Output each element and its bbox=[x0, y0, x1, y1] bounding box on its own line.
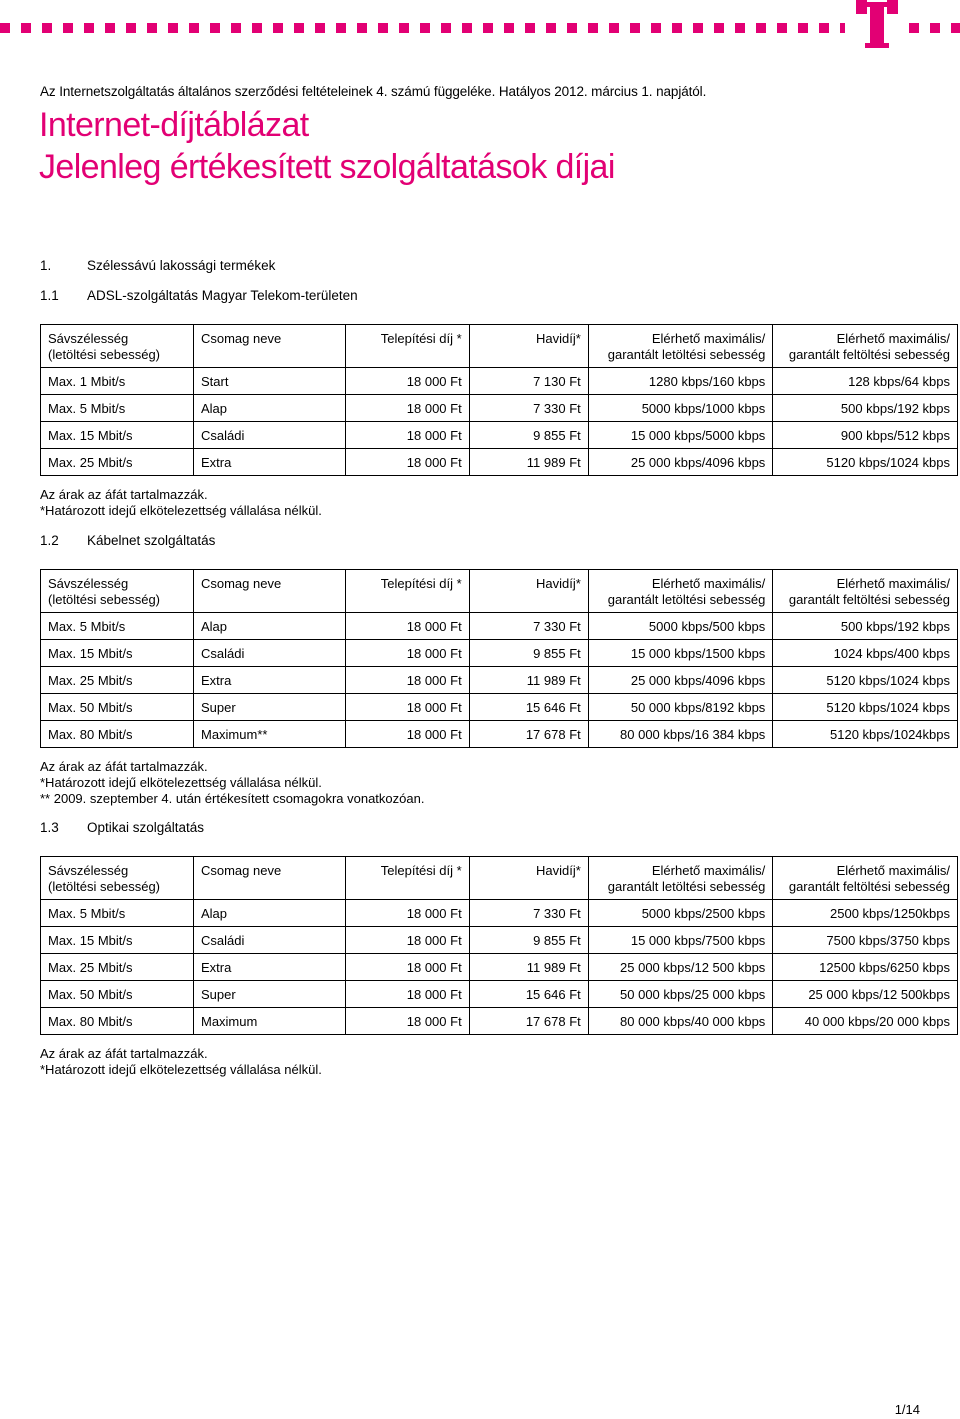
table-row bbox=[41, 721, 958, 748]
col-download-speed: Elérhető maximális/ garantált letöltési sebesség bbox=[588, 857, 773, 900]
cell-monthly-fee: 7 330 Ft bbox=[469, 900, 588, 927]
cell-monthly-fee: 7 130 Ft bbox=[469, 368, 588, 395]
table-row bbox=[41, 694, 958, 721]
cell-download: 50 000 kbps/25 000 kbps bbox=[588, 981, 773, 1008]
cell-upload: 7500 kbps/3750 kbps bbox=[773, 927, 958, 954]
cell-download: 5000 kbps/1000 kbps bbox=[588, 395, 773, 422]
telekom-t-logo-icon bbox=[854, 0, 900, 50]
cell-download: 80 000 kbps/16 384 kbps bbox=[588, 721, 773, 748]
cell-bandwidth: Max. 5 Mbit/s bbox=[41, 900, 194, 927]
section-optical-heading bbox=[40, 820, 204, 835]
cell-upload: 2500 kbps/1250kbps bbox=[773, 900, 958, 927]
cell-bandwidth: Max. 1 Mbit/s bbox=[41, 368, 194, 395]
page-title bbox=[39, 104, 615, 188]
table-row bbox=[41, 613, 958, 640]
commitment-note: *Határozott idejű elkötelezettség vállalása nélkül. bbox=[40, 1062, 322, 1077]
section-cable-heading bbox=[40, 533, 215, 548]
cell-package: Start bbox=[193, 368, 345, 395]
table-row bbox=[41, 981, 958, 1008]
cell-upload: 900 kbps/512 kbps bbox=[773, 422, 958, 449]
cell-package: Extra bbox=[193, 449, 345, 476]
cell-install-fee: 18 000 Ft bbox=[345, 640, 469, 667]
cell-bandwidth: Max. 25 Mbit/s bbox=[41, 667, 194, 694]
cell-download: 25 000 kbps/4096 kbps bbox=[588, 449, 773, 476]
cell-install-fee: 18 000 Ft bbox=[345, 422, 469, 449]
top-dot-strip bbox=[0, 23, 845, 33]
table-row bbox=[41, 927, 958, 954]
section-number: 1. bbox=[40, 258, 52, 273]
cell-monthly-fee: 15 646 Ft bbox=[469, 694, 588, 721]
cell-bandwidth: Max. 15 Mbit/s bbox=[41, 927, 194, 954]
cell-bandwidth: Max. 50 Mbit/s bbox=[41, 694, 194, 721]
cell-package: Maximum** bbox=[193, 721, 345, 748]
col-upload-speed: Elérhető maximális/ garantált feltöltési sebesség bbox=[773, 570, 958, 613]
cell-package: Családi bbox=[193, 927, 345, 954]
document-subtitle: Az Internetszolgáltatás általános szerződési feltételeinek 4. számú függeléke. Hatályos 2012. március 1. napjától. bbox=[40, 84, 707, 99]
cell-upload: 1024 kbps/400 kbps bbox=[773, 640, 958, 667]
cell-monthly-fee: 17 678 Ft bbox=[469, 1008, 588, 1035]
vat-note: Az árak az áfát tartalmazzák. bbox=[40, 759, 208, 774]
cell-monthly-fee: 9 855 Ft bbox=[469, 927, 588, 954]
section-number: 1.2 bbox=[40, 533, 59, 548]
cell-package: Családi bbox=[193, 422, 345, 449]
cell-install-fee: 18 000 Ft bbox=[345, 613, 469, 640]
vat-note: Az árak az áfát tartalmazzák. bbox=[40, 487, 208, 502]
cell-package: Alap bbox=[193, 613, 345, 640]
optical-price-table bbox=[40, 856, 958, 1035]
cell-install-fee: 18 000 Ft bbox=[345, 667, 469, 694]
commitment-note: *Határozott idejű elkötelezettség vállalása nélkül. bbox=[40, 503, 322, 518]
cell-install-fee: 18 000 Ft bbox=[345, 694, 469, 721]
col-upload-speed: Elérhető maximális/ garantált feltöltési sebesség bbox=[773, 857, 958, 900]
cell-package: Maximum bbox=[193, 1008, 345, 1035]
cell-bandwidth: Max. 15 Mbit/s bbox=[41, 640, 194, 667]
table-header-row bbox=[41, 857, 958, 900]
cell-upload: 40 000 kbps/20 000 kbps bbox=[773, 1008, 958, 1035]
cell-upload: 5120 kbps/1024kbps bbox=[773, 721, 958, 748]
cell-bandwidth: Max. 50 Mbit/s bbox=[41, 981, 194, 1008]
page-number: 1/14 bbox=[894, 1402, 920, 1417]
section-label: Szélessávú lakossági termékek bbox=[87, 258, 276, 273]
cell-monthly-fee: 11 989 Ft bbox=[469, 954, 588, 981]
cell-monthly-fee: 7 330 Ft bbox=[469, 395, 588, 422]
cell-upload: 12500 kbps/6250 kbps bbox=[773, 954, 958, 981]
section-1-heading bbox=[40, 258, 275, 273]
cell-package: Családi bbox=[193, 640, 345, 667]
col-package: Csomag neve bbox=[193, 325, 345, 368]
cell-install-fee: 18 000 Ft bbox=[345, 954, 469, 981]
commitment-note: *Határozott idejű elkötelezettség vállalása nélkül. bbox=[40, 775, 322, 790]
cell-upload: 5120 kbps/1024 kbps bbox=[773, 694, 958, 721]
cell-install-fee: 18 000 Ft bbox=[345, 900, 469, 927]
cell-download: 15 000 kbps/7500 kbps bbox=[588, 927, 773, 954]
cell-download: 80 000 kbps/40 000 kbps bbox=[588, 1008, 773, 1035]
vat-note: Az árak az áfát tartalmazzák. bbox=[40, 1046, 208, 1061]
table-row bbox=[41, 395, 958, 422]
package-date-note: ** 2009. szeptember 4. után értékesített csomagokra vonatkozóan. bbox=[40, 791, 425, 806]
col-install-fee: Telepítési díj * bbox=[345, 857, 469, 900]
cell-bandwidth: Max. 80 Mbit/s bbox=[41, 1008, 194, 1035]
section-label: ADSL-szolgáltatás Magyar Telekom-területen bbox=[87, 288, 358, 303]
col-download-speed: Elérhető maximális/ garantált letöltési sebesség bbox=[588, 570, 773, 613]
cell-install-fee: 18 000 Ft bbox=[345, 395, 469, 422]
table-row bbox=[41, 667, 958, 694]
table-header-row bbox=[41, 325, 958, 368]
section-label: Optikai szolgáltatás bbox=[87, 820, 205, 835]
title-line-1: Internet-díjtáblázat bbox=[39, 106, 309, 144]
cell-download: 5000 kbps/2500 kbps bbox=[588, 900, 773, 927]
col-package: Csomag neve bbox=[193, 857, 345, 900]
cell-download: 1280 kbps/160 kbps bbox=[588, 368, 773, 395]
table-row bbox=[41, 368, 958, 395]
section-number: 1.1 bbox=[40, 288, 59, 303]
table-row bbox=[41, 640, 958, 667]
cell-upload: 5120 kbps/1024 kbps bbox=[773, 449, 958, 476]
cell-install-fee: 18 000 Ft bbox=[345, 368, 469, 395]
table-row bbox=[41, 900, 958, 927]
cell-bandwidth: Max. 15 Mbit/s bbox=[41, 422, 194, 449]
cable-price-table bbox=[40, 569, 958, 748]
adsl-notes bbox=[40, 487, 322, 519]
cell-bandwidth: Max. 25 Mbit/s bbox=[41, 954, 194, 981]
cell-download: 25 000 kbps/4096 kbps bbox=[588, 667, 773, 694]
table-row bbox=[41, 422, 958, 449]
cell-monthly-fee: 7 330 Ft bbox=[469, 613, 588, 640]
table-row bbox=[41, 954, 958, 981]
cell-install-fee: 18 000 Ft bbox=[345, 927, 469, 954]
cell-bandwidth: Max. 25 Mbit/s bbox=[41, 449, 194, 476]
cell-package: Alap bbox=[193, 900, 345, 927]
cell-package: Super bbox=[193, 981, 345, 1008]
col-monthly-fee: Havidíj* bbox=[469, 857, 588, 900]
cell-bandwidth: Max. 5 Mbit/s bbox=[41, 395, 194, 422]
cell-install-fee: 18 000 Ft bbox=[345, 1008, 469, 1035]
col-download-speed: Elérhető maximális/ garantált letöltési sebesség bbox=[588, 325, 773, 368]
cell-monthly-fee: 11 989 Ft bbox=[469, 667, 588, 694]
cell-package: Alap bbox=[193, 395, 345, 422]
section-number: 1.3 bbox=[40, 820, 59, 835]
cell-upload: 500 kbps/192 kbps bbox=[773, 613, 958, 640]
table-header-row bbox=[41, 570, 958, 613]
cell-install-fee: 18 000 Ft bbox=[345, 721, 469, 748]
table-row bbox=[41, 449, 958, 476]
cell-monthly-fee: 11 989 Ft bbox=[469, 449, 588, 476]
col-package: Csomag neve bbox=[193, 570, 345, 613]
table-row bbox=[41, 1008, 958, 1035]
col-bandwidth: Sávszélesség (letöltési sebesség) bbox=[41, 857, 194, 900]
col-install-fee: Telepítési díj * bbox=[345, 325, 469, 368]
cell-bandwidth: Max. 80 Mbit/s bbox=[41, 721, 194, 748]
col-install-fee: Telepítési díj * bbox=[345, 570, 469, 613]
cell-upload: 25 000 kbps/12 500kbps bbox=[773, 981, 958, 1008]
col-upload-speed: Elérhető maximális/ garantált feltöltési sebesség bbox=[773, 325, 958, 368]
cell-monthly-fee: 9 855 Ft bbox=[469, 640, 588, 667]
cell-download: 15 000 kbps/1500 kbps bbox=[588, 640, 773, 667]
optical-notes bbox=[40, 1046, 322, 1078]
cell-download: 15 000 kbps/5000 kbps bbox=[588, 422, 773, 449]
adsl-price-table bbox=[40, 324, 958, 476]
cell-upload: 500 kbps/192 kbps bbox=[773, 395, 958, 422]
top-dot-strip-right bbox=[909, 23, 960, 33]
cell-install-fee: 18 000 Ft bbox=[345, 449, 469, 476]
cell-upload: 5120 kbps/1024 kbps bbox=[773, 667, 958, 694]
col-monthly-fee: Havidíj* bbox=[469, 325, 588, 368]
cell-bandwidth: Max. 5 Mbit/s bbox=[41, 613, 194, 640]
cell-package: Extra bbox=[193, 954, 345, 981]
section-label: Kábelnet szolgáltatás bbox=[87, 533, 216, 548]
section-adsl-heading bbox=[40, 288, 358, 303]
cell-upload: 128 kbps/64 kbps bbox=[773, 368, 958, 395]
col-bandwidth: Sávszélesség (letöltési sebesség) bbox=[41, 570, 194, 613]
col-bandwidth: Sávszélesség (letöltési sebesség) bbox=[41, 325, 194, 368]
cell-package: Extra bbox=[193, 667, 345, 694]
cell-download: 25 000 kbps/12 500 kbps bbox=[588, 954, 773, 981]
cell-package: Super bbox=[193, 694, 345, 721]
cell-monthly-fee: 15 646 Ft bbox=[469, 981, 588, 1008]
cell-install-fee: 18 000 Ft bbox=[345, 981, 469, 1008]
col-monthly-fee: Havidíj* bbox=[469, 570, 588, 613]
cable-notes bbox=[40, 759, 424, 807]
cell-download: 5000 kbps/500 kbps bbox=[588, 613, 773, 640]
cell-monthly-fee: 17 678 Ft bbox=[469, 721, 588, 748]
cell-download: 50 000 kbps/8192 kbps bbox=[588, 694, 773, 721]
cell-monthly-fee: 9 855 Ft bbox=[469, 422, 588, 449]
title-line-2: Jelenleg értékesített szolgáltatások díjai bbox=[39, 148, 615, 186]
